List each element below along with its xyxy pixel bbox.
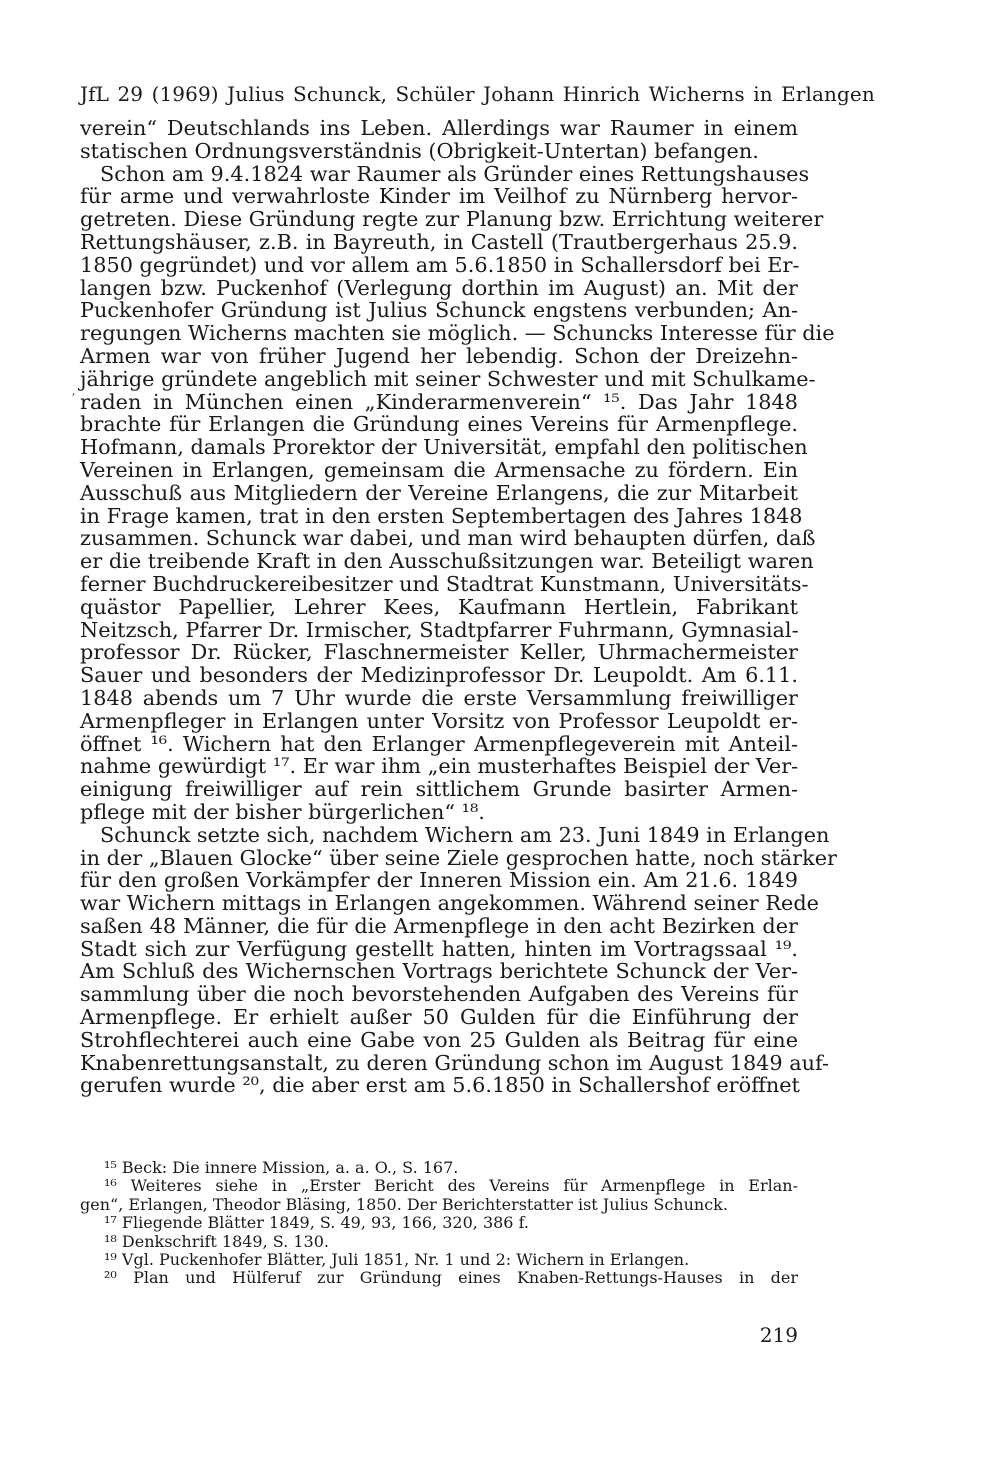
body-line: Armen war von früher Jugend her lebendig. Schon der Dreizehn- [80, 343, 798, 368]
body-line: Sauer und besonders der Medizinprofessor Dr. Leupoldt. Am 6.11. [80, 663, 798, 688]
body-line: pflege mit der bisher bürgerlichen“ ¹⁸. [80, 799, 485, 824]
body-line: getreten. Diese Gründung regte zur Planung bzw. Errichtung weiterer [80, 207, 824, 232]
footnote-line: ¹⁶ Weiteres siehe in „Erster Bericht des Vereins für Armenpflege in Erlan- [104, 1176, 798, 1196]
body-line: 1848 abends um 7 Uhr wurde die erste Versammlung freiwilliger [80, 685, 798, 710]
body-line: in Frage kamen, trat in den ersten Septembertagen des Jahres 1848 [80, 503, 803, 528]
body-text [80, 116, 837, 1098]
body-line: professor Dr. Rücker, Flaschnermeister Keller, Uhrmachermeister [80, 640, 798, 665]
body-line: langen bzw. Puckenhof (Verlegung dorthin im August) an. Mit der [80, 275, 798, 300]
body-line: Am Schluß des Wichernschen Vortrags berichtete Schunck der Ver- [80, 959, 798, 984]
footnote-line: ¹⁹ Vgl. Puckenhofer Blätter, Juli 1851, Nr. 1 und 2: Wichern in Erlangen. [104, 1249, 690, 1269]
footnote-line: ¹⁷ Fliegende Blätter 1849, S. 49, 93, 166, 320, 386 f. [104, 1213, 530, 1233]
page-number: 219 [759, 1323, 798, 1347]
body-line: Vereinen in Erlangen, gemeinsam die Armensache zu fördern. Ein [80, 457, 798, 482]
body-line: Armenpfleger in Erlangen unter Vorsitz von Professor Leupoldt er- [80, 708, 798, 733]
body-line: regungen Wicherns machten sie möglich. — Schuncks Interesse für die [80, 321, 835, 346]
body-line: brachte für Erlangen die Gründung eines Vereins für Armenpflege. [80, 412, 798, 437]
body-line: quästor Papellier, Lehrer Kees, Kaufmann Hertlein, Fabrikant [80, 594, 798, 619]
body-line: Schunck setzte sich, nachdem Wichern am 23. Juni 1849 in Erlangen [100, 822, 830, 847]
body-line: Armenpflege. Er erhielt außer 50 Gulden für die Einführung der [80, 1005, 798, 1030]
body-line: saßen 48 Männer, die für die Armenpflege in den acht Bezirken der [80, 913, 798, 938]
body-line: Puckenhofer Gründung ist Julius Schunck engstens verbunden; An- [80, 298, 798, 323]
body-line: war Wichern mittags in Erlangen angekommen. Während seiner Rede [80, 891, 819, 916]
body-line: gerufen wurde ²⁰, die aber erst am 5.6.1850 in Schallershof eröffnet [80, 1073, 800, 1098]
body-line: Knabenrettungsanstalt, zu deren Gründung schon im August 1849 auf- [80, 1050, 830, 1075]
footnote-line: ²⁰ Plan und Hülferuf zur Gründung eines Knaben-Rettungs-Hauses in der [104, 1268, 798, 1288]
body-line: jährige gründete angeblich mit seiner Schwester und mit Schulkame- [80, 366, 816, 391]
body-line: Schon am 9.4.1824 war Raumer als Gründer eines Rettungshauses [100, 161, 810, 186]
body-line: für arme und verwahrloste Kinder im Veilhof zu Nürnberg hervor- [80, 184, 798, 209]
body-line: sammlung über die noch bevorstehenden Aufgaben des Vereins für [80, 982, 798, 1007]
footnote-line: gen“, Erlangen, Theodor Bläsing, 1850. Der Berichterstatter ist Julius Schunck. [80, 1194, 728, 1214]
body-line: für den großen Vorkämpfer der Inneren Mission ein. Am 21.6. 1849 [80, 868, 798, 893]
footnote-line: ¹⁵ Beck: Die innere Mission, a. a. O., S. 167. [104, 1158, 459, 1177]
margin-mark: ʼ [71, 391, 75, 405]
body-line: 1850 gegründet) und vor allem am 5.6.1850 in Schallersdorf bei Er- [80, 252, 800, 277]
running-head: JfL 29 (1969) Julius Schunck, Schüler Johann Hinrich Wicherns in Erlangen [80, 82, 875, 106]
body-line: verein“ Deutschlands ins Leben. Allerdings war Raumer in einem [80, 116, 798, 140]
body-line: ferner Buchdruckereibesitzer und Stadtrat Kunstmann, Universitäts- [80, 571, 809, 596]
body-line: Stadt sich zur Verfügung gestellt hatten, hinten im Vortragssaal ¹⁹. [80, 936, 798, 961]
body-line: zusammen. Schunck war dabei, und man wird behaupten dürfen, daß [80, 526, 816, 551]
body-line: raden in München einen „Kinderarmenverein“ ¹⁵. Das Jahr 1848 [80, 389, 798, 414]
body-line: öffnet ¹⁶. Wichern hat den Erlanger Armenpflegeverein mit Anteil- [80, 731, 798, 756]
body-line: einigung freiwilliger auf rein sittlichem Grunde basirter Armen- [80, 777, 798, 802]
body-line: er die treibende Kraft in den Ausschußsitzungen war. Beteiligt waren [80, 549, 814, 574]
body-line: Rettungshäuser, z.B. in Bayreuth, in Castell (Trautbergerhaus 25.9. [80, 229, 798, 254]
body-line: Hofmann, damals Prorektor der Universität, empfahl den politischen [80, 435, 808, 460]
body-line: statischen Ordnungsverständnis (Obrigkeit-Untertan) befangen. [80, 138, 759, 163]
body-line: Ausschuß aus Mitgliedern der Vereine Erlangens, die zur Mitarbeit [80, 480, 798, 505]
body-line: Strohflechterei auch eine Gabe von 25 Gulden als Beitrag für eine [80, 1027, 798, 1052]
footnotes [80, 1159, 798, 1288]
footnote-line: ¹⁸ Denkschrift 1849, S. 130. [104, 1231, 329, 1251]
body-line: in der „Blauen Glocke“ über seine Ziele gesprochen hatte, noch stärker [80, 845, 837, 870]
body-line: nahme gewürdigt ¹⁷. Er war ihm „ein musterhaftes Beispiel der Ver- [80, 754, 799, 779]
body-line: Neitzsch, Pfarrer Dr. Irmischer, Stadtpfarrer Fuhrmann, Gymnasial- [80, 617, 799, 642]
